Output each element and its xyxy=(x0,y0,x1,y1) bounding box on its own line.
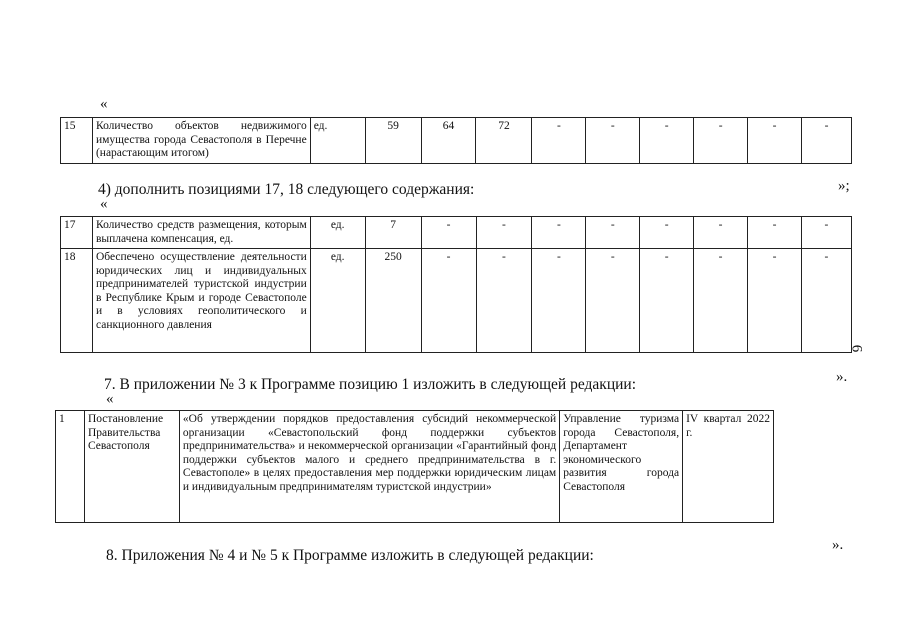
value-cell: - xyxy=(421,217,476,249)
value-cell: - xyxy=(748,118,802,164)
value-cell: - xyxy=(532,118,586,164)
value-cell: - xyxy=(694,217,748,249)
indicator-table-2 xyxy=(60,216,852,353)
row-number: 15 xyxy=(61,118,93,164)
value-cell: - xyxy=(801,217,851,249)
row-number: 18 xyxy=(61,249,93,353)
document-title: «Об утверждении порядков предоставления субсидий некоммерческой организации «Севастопольский фонд поддержки субъектов предпринимательства» и некоммерческой организации «Гарантийный фонд поддержки субъектов малого и среднего предпринимательства в г. Севастополе» в целях предоставления мер поддержки юридическим лицам и индивидуальным предпринимателям туристской индустрии» xyxy=(179,411,559,523)
value-cell: - xyxy=(421,249,476,353)
paragraph-7: 7. В приложении № 3 к Программе позицию 1 изложить в следующей редакции: xyxy=(104,376,637,393)
value-cell: - xyxy=(532,249,586,353)
unit-cell: ед. xyxy=(310,249,365,353)
indicator-name: Количество объектов недвижимого имущества города Севастополя в Перечне (нарастающим итогом) xyxy=(92,118,310,164)
close-quote: ». xyxy=(836,369,848,385)
page-number: 6 xyxy=(848,344,865,353)
value-cell: - xyxy=(476,217,532,249)
value-cell: - xyxy=(586,217,640,249)
value-cell: 250 xyxy=(365,249,421,353)
row-number: 1 xyxy=(56,411,85,523)
value-cell: - xyxy=(748,217,802,249)
table-row xyxy=(61,118,852,164)
value-cell: - xyxy=(532,217,586,249)
value-cell: - xyxy=(640,118,694,164)
close-quote: »; xyxy=(838,178,850,194)
table-row xyxy=(61,217,852,249)
value-cell: - xyxy=(801,249,851,353)
value-cell: - xyxy=(586,249,640,353)
value-cell: 59 xyxy=(365,118,421,164)
deadline: IV квартал 2022 г. xyxy=(683,411,774,523)
close-quote: ». xyxy=(832,537,844,553)
value-cell: - xyxy=(748,249,802,353)
indicator-table-1 xyxy=(60,117,852,164)
paragraph-4: 4) дополнить позициями 17, 18 следующего содержания: xyxy=(98,181,475,198)
open-quote: « xyxy=(106,391,114,407)
value-cell: - xyxy=(640,217,694,249)
unit-cell: ед. xyxy=(310,217,365,249)
value-cell: - xyxy=(640,249,694,353)
value-cell: 72 xyxy=(476,118,532,164)
indicator-name: Количество средств размещения, которым выплачена компенсация, ед. xyxy=(92,217,310,249)
document-type: Постановление Правительства Севастополя xyxy=(84,411,179,523)
open-quote: « xyxy=(100,96,108,112)
paragraph-8: 8. Приложения № 4 и № 5 к Программе изложить в следующей редакции: xyxy=(106,547,594,564)
value-cell: 64 xyxy=(421,118,476,164)
value-cell: - xyxy=(586,118,640,164)
table-row xyxy=(61,249,852,353)
table-row xyxy=(56,411,774,523)
executor: Управление туризма города Севастополя, Департамент экономического развития города Севастополя xyxy=(560,411,683,523)
indicator-name: Обеспечено осуществление деятельности юридических лиц и индивидуальных предпринимателей туристской индустрии в Республике Крым и городе Севастополе и в условиях геополитического и санкционного давления xyxy=(92,249,310,353)
open-quote: « xyxy=(100,196,108,212)
appendix-table xyxy=(55,410,774,523)
value-cell: - xyxy=(694,118,748,164)
value-cell: 7 xyxy=(365,217,421,249)
value-cell: - xyxy=(694,249,748,353)
value-cell: - xyxy=(476,249,532,353)
row-number: 17 xyxy=(61,217,93,249)
unit-cell: ед. xyxy=(310,118,365,164)
value-cell: - xyxy=(802,118,852,164)
